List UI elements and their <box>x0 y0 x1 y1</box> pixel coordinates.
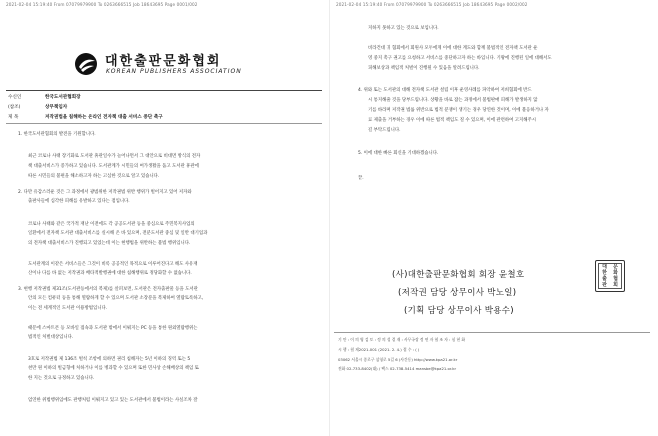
official-seal-lettering <box>598 263 622 289</box>
to-label: 수신인 <box>8 95 22 100</box>
paragraph-line: 출판사들에 심각한 피해를 유발하고 있다는 점입니다. <box>28 199 130 204</box>
footer-contact: 전화 02-733-8402(대) / 팩스 02-738-5414 mansbe@kpa21.or.kr <box>338 366 457 371</box>
paragraph-line: 지하지 못하고 있는 것으로 보입니다. <box>368 26 439 31</box>
paragraph-line: 따른 시민들의 불편을 해소하고자 하는 고심한 것으로 알고 있습니다. <box>28 174 160 179</box>
paragraph-line: 엄연한 위법행위임에도 관행처럼 이뤄지고 있고 있는 도서관에서 불법이라는 사실조차 잘 <box>28 398 198 403</box>
paragraph-line: 의 전자책 대출서비스가 진행되고 있었는데 이는 현행법을 위반하는 불법 행위입니다. <box>28 241 191 246</box>
paragraph-line: 천만 원 이하의 벌금형에 처하거나 이를 병과할 수 있으며 또한 민사상 손해배상의 책임 또 <box>28 366 199 371</box>
divider <box>6 123 322 124</box>
seal-glyph: 화 <box>613 270 618 276</box>
subject-label: 제 목 <box>8 115 19 120</box>
footer-address: 03062 서울시 종로구 삼청로 5길 6 (사간동) http://www.kpa21.or.kr <box>338 357 458 362</box>
seal-glyph: 대 <box>602 264 607 270</box>
signature-planning-director: (기획 담당 상무이사 박용수) <box>404 306 514 316</box>
seal-glyph: 문 <box>613 264 618 270</box>
subject-value: 저작권법을 침해하는 온라인 전자책 대출 서비스 중단 촉구 <box>45 115 163 120</box>
seal-glyph: 출 <box>602 276 607 282</box>
signature-president: (사)대한출판문화협회 회장 윤철호 <box>392 270 525 280</box>
paragraph-line: 4. 위와 또는 도서관의 대해 전자책 도서관 설립 이후 운영사례를 파악하여 저희협회에 반드 <box>358 88 532 93</box>
paragraph-line: 피해보상과 책임적 처벌이 진행될 수 있음을 알려드립니다. <box>368 66 480 71</box>
paragraph-line: 도서관계의 이같은 서비스들은 그것이 비록 공공적인 목적으로 이루어진다고 해도 사유재 <box>28 262 198 267</box>
paragraph-line: 안의 모든 컴퓨터 등을 통해 열람하게 할 수 있으며 도서관 소장분을 복제하여 열람토록하고, <box>28 296 204 301</box>
seal-glyph: 판 <box>602 282 607 288</box>
association-logo-icon <box>74 52 98 76</box>
paragraph-line: 3. 현행 저작권법 제31조(도서관등에서의 복제)를 살펴보면, 도서관은 전자출판물 등을 도서관 <box>18 287 198 292</box>
fax-header: 2021-02-04 15:19:40 From 07079979900 To 0263666515 Job 18643695 Page 0002/002 <box>336 2 528 7</box>
paragraph-line: 한 지는 것으로 규정하고 있습니다. <box>28 376 95 381</box>
fax-header: 2021-02-04 15:19:40 From 07079979900 To 0263666515 Job 18643695 Page 0001/002 <box>6 2 198 7</box>
fax-page-2 <box>329 0 658 436</box>
paragraph-line: 2. 다만 유감스러운 것은 그 과정에서 광범위한 저작권법 위반 행위가 벌어지고 있어 저자와 <box>18 190 192 195</box>
paragraph-line: 1. 한국도서관협회의 발전을 기원합니다. <box>18 132 96 137</box>
org-name-english: KOREAN PUBLISHERS ASSOCIATION <box>106 68 242 75</box>
closing-mark: 끝. <box>358 176 364 181</box>
paragraph-line: 시 통지해줄 것을 당부드립니다. 상황을 바로 잡는 과정에서 불법판매 피해가 발생하지 않 <box>368 98 538 103</box>
seal-glyph: 한 <box>602 270 607 276</box>
official-seal <box>595 260 625 292</box>
paragraph-line: 법적인 처벌대상입니다. <box>28 335 74 340</box>
paragraph-line: 영 중지 촉구 권고를 요청하고 서비스를 중단하고자 하는 바입니다. 기왕에 진행된 일에 대해서도 <box>368 56 552 61</box>
cc-label: (참조) <box>8 105 21 110</box>
paragraph-line: 기를 바라며 저작권 법률 위반으로 법적 분쟁이 생기는 경우 당연한 것이며, 이에 불응하거나 자 <box>368 108 549 113</box>
paragraph-line: 일환에서 전자책 도서관 대출서비스를 실시해 온 바 있으며, 전분도서관 중심 및 일반 대기업과 <box>28 231 208 236</box>
seal-glyph: 협 <box>613 276 618 282</box>
paragraph-line: 5. 이에 대한 빠른 회신을 기대하겠습니다. <box>358 151 439 156</box>
cc-value: 상무책임자 <box>45 105 68 110</box>
paragraph-line: 비라건대 귀 협회에서 회원사 모두에게 이에 대한 계도와 함께 불법적인 전자책 도서관 운 <box>368 46 538 51</box>
paragraph-line: 책 대출서비스가 증가하고 있습니다. 도서관계가 시민들의 여가생활을 돕고 도서관 휴관에 <box>28 164 199 169</box>
paragraph-line: 3호로 저작권법 제 136조 벌칙 조항에 의하면 권리 침해자는 5년 이하의 징역 또는 5 <box>28 357 191 362</box>
divider <box>6 90 322 91</box>
paragraph-line: 코로나 사태와 같은 국가적 재난 이전에도 각 공공도서관 등을 중심으로 주민복지사업의 <box>28 222 195 227</box>
paragraph-line: 길 부탁드립니다. <box>368 128 401 133</box>
paragraph-line: 료 제출을 거부하는 경우 이에 따른 법적 책임도 질 수 있으며, 이에 관련하여 고지해주시 <box>368 118 536 123</box>
paragraph-line: 이는 전 세계적인 도서관 이용방법입니다. <box>28 306 108 311</box>
footer-approval: 기 안 : 이 의 영 검 토 : 정 의 성 결 재 : 사무국장 정 연 자 협 조 자 : 심 현 화 <box>338 337 465 342</box>
divider <box>334 332 650 333</box>
to-value: 한국도서관협회장 <box>45 95 81 100</box>
footer-issue: 시 행 : 협 제2021-001 (2021. 2. 4.) 접 수 : ( ) <box>338 347 420 352</box>
signature-copyright-director: (저작권 담당 상무이사 박노일) <box>398 288 517 298</box>
seal-glyph: 회 <box>613 282 618 288</box>
paragraph-line: 때문에 스마트폰 등 모바일 접속과 도서관 밖에서 이뤄지는 PC 등을 통한 원외열람행위는 <box>28 326 198 331</box>
paragraph-line: 산이나 다를 바 없는 저작권과 배타적발행권에 대한 침해행위로 정당화할 수 없습니다. <box>28 271 192 276</box>
org-name: 대한출판문화협회 <box>105 54 222 69</box>
paragraph-line: 최근 코로나 사태 장기화로 도서관 휴관일수가 늘어나면서 그 대안으로 비대면 방식의 전자 <box>28 154 201 159</box>
